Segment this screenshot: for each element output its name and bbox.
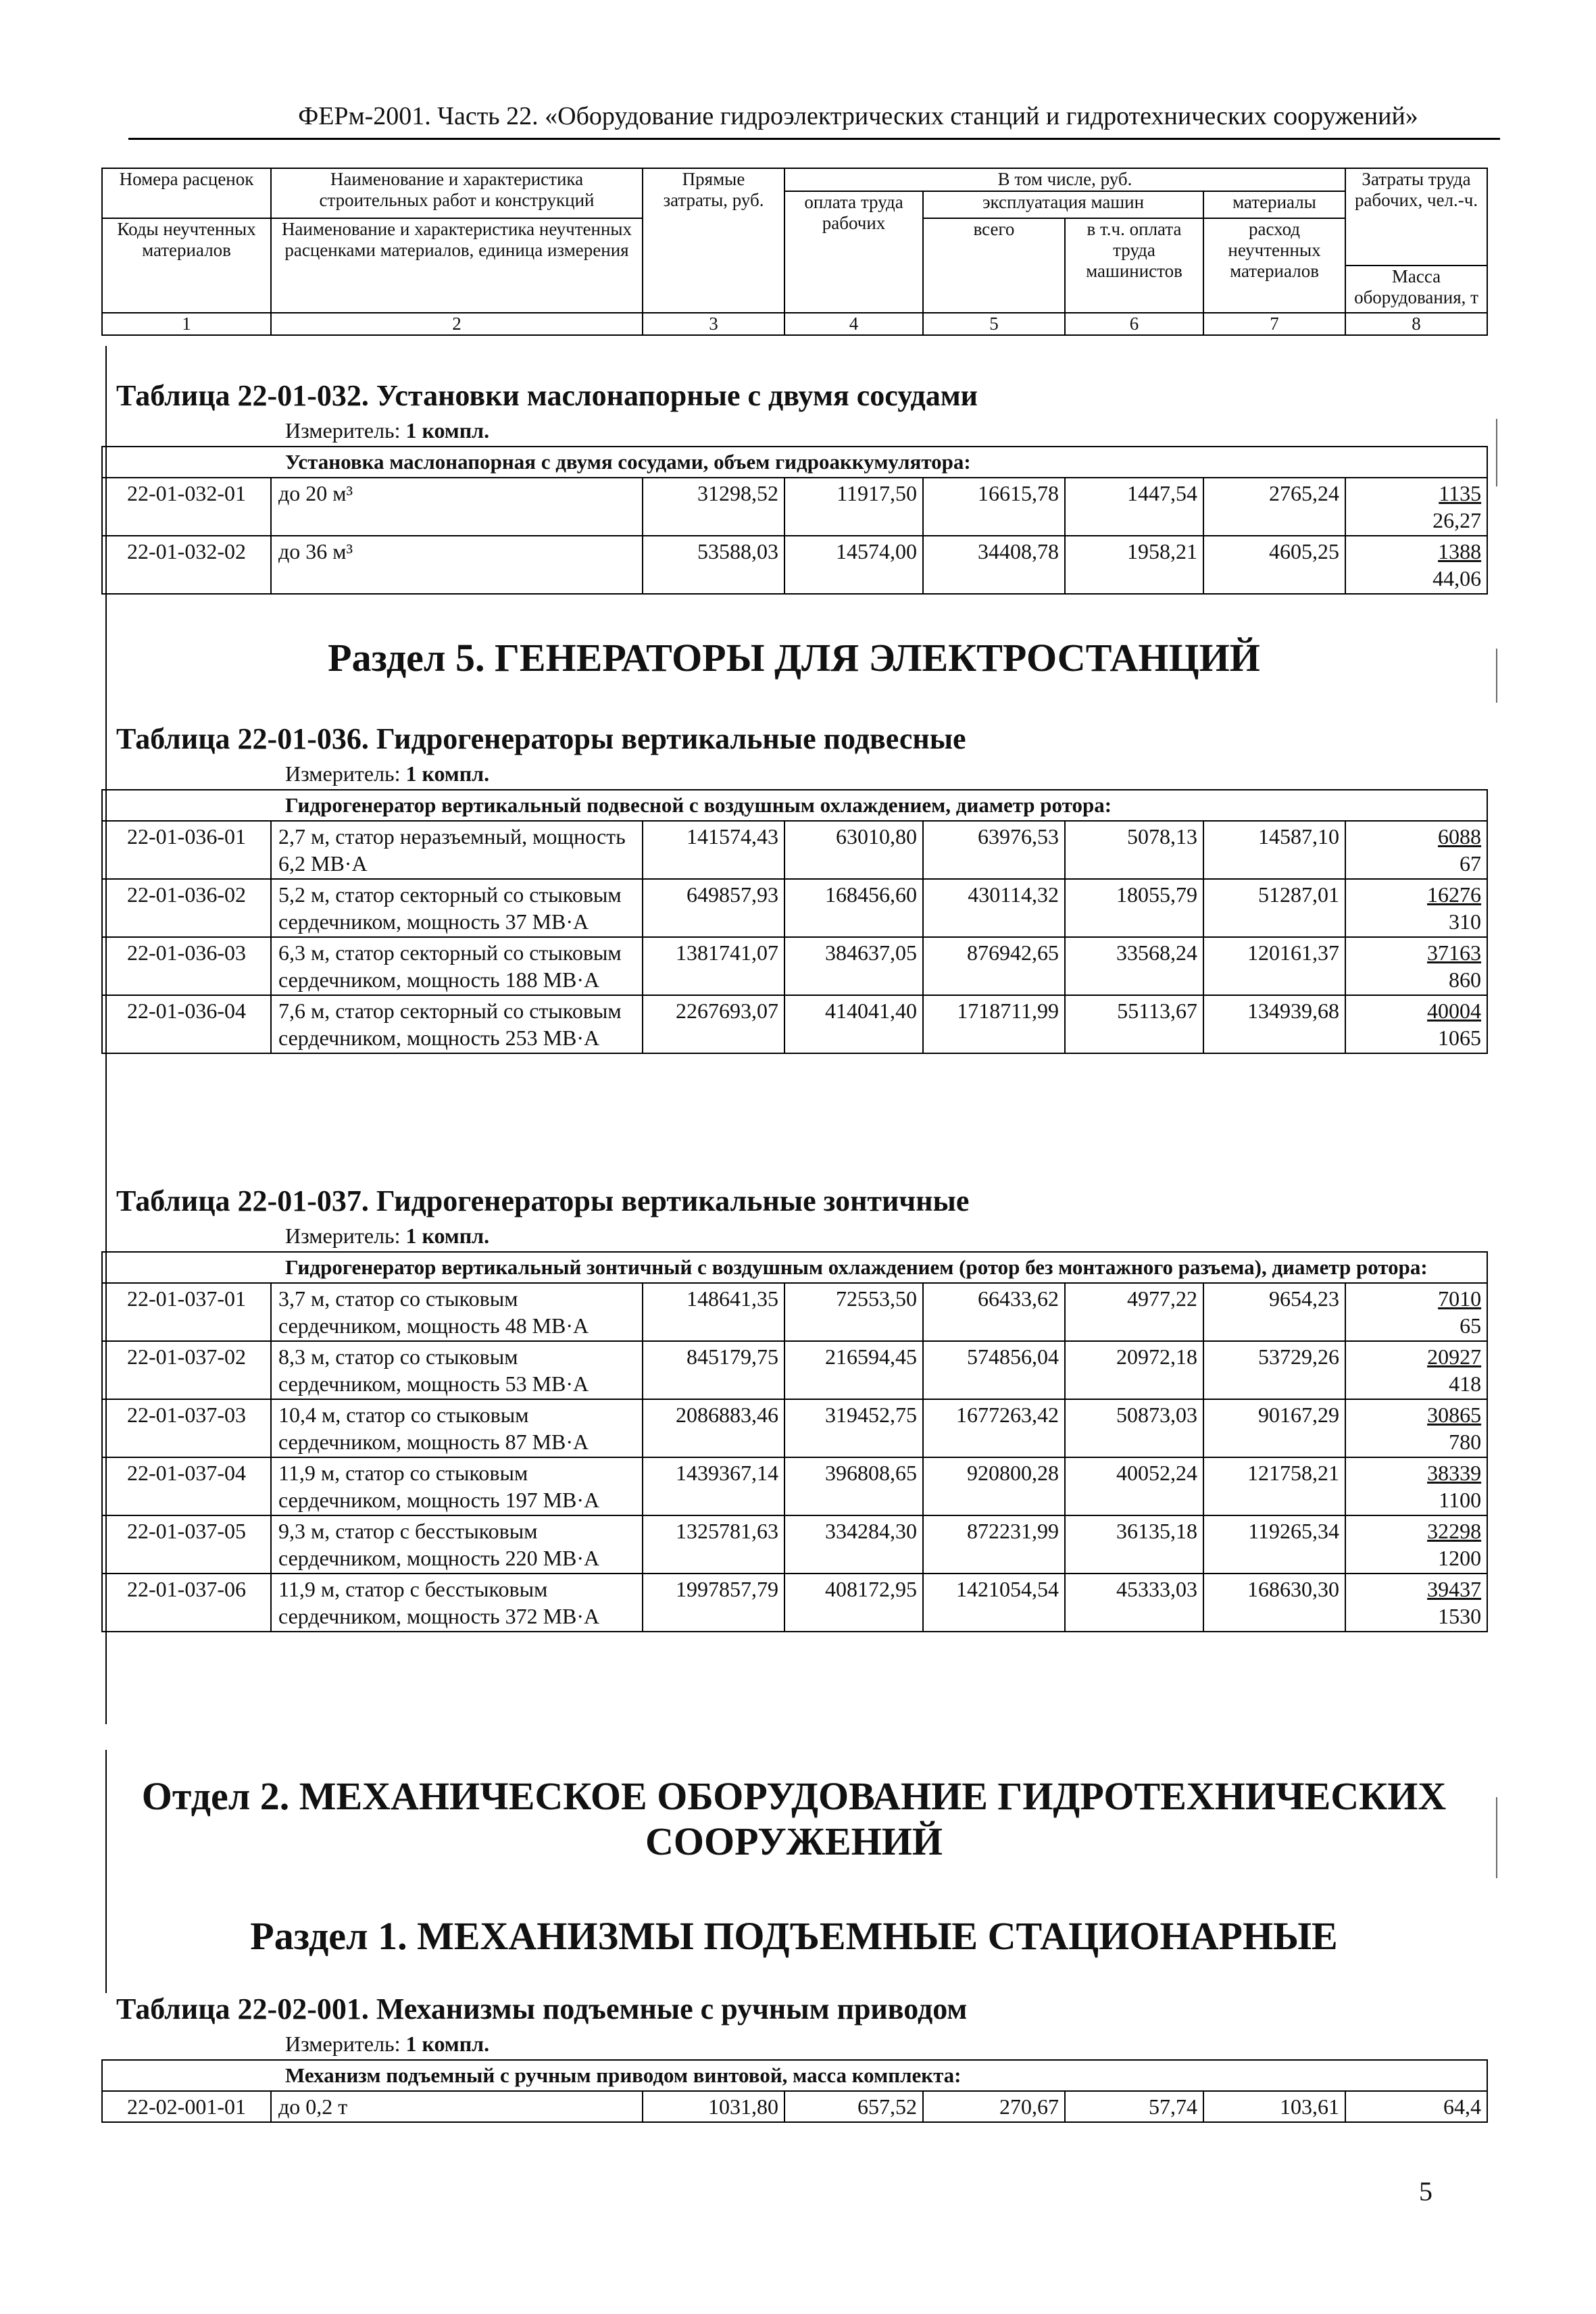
direct-cost: 845179,75 (643, 1341, 784, 1399)
rate-desc: 6,3 м, статор секторный со стыковым сердечником, мощность 188 МВ·А (271, 937, 643, 995)
table-row (102, 1515, 1487, 1574)
direct-cost: 649857,93 (643, 879, 784, 937)
rate-code: 22-01-032-01 (102, 478, 271, 536)
hdr-direct: Прямые затраты, руб. (643, 168, 784, 313)
rate-code: 22-01-032-02 (102, 536, 271, 594)
hdr-colnum: 8 (1345, 313, 1487, 335)
table-row (102, 1457, 1487, 1515)
rates-table (101, 2059, 1488, 2123)
machines-total: 1677263,42 (923, 1399, 1065, 1457)
rates-table (101, 1251, 1488, 1632)
labor-hours: 40004 (1427, 999, 1482, 1023)
hdr-materials-spend: расход неучтенных материалов (1203, 218, 1345, 313)
section-1-title: Раздел 1. МЕХАНИЗМЫ ПОДЪЕМНЫЕ СТАЦИОНАРНЫЕ (250, 1914, 1338, 1958)
rate-code: 22-01-037-06 (102, 1574, 271, 1632)
measure-label: Измеритель: (285, 1224, 401, 1248)
rate-desc: 7,6 м, статор секторный со стыковым сердечником, мощность 253 МВ·А (271, 995, 643, 1053)
direct-cost: 1997857,79 (643, 1574, 784, 1632)
group-heading: Механизм подъемный с ручным приводом винтовой, масса комплекта: (102, 2060, 1487, 2091)
hdr-code-bottom: Коды неучтенных материалов (102, 218, 271, 313)
labor-mass-cell (1345, 1399, 1487, 1457)
labor-mass-cell (1345, 879, 1487, 937)
machines-total: 876942,65 (923, 937, 1065, 995)
machines-total: 63976,53 (923, 821, 1065, 879)
labor-hours: 30865 (1427, 1403, 1482, 1427)
measure-value: 1 компл. (405, 2032, 490, 2056)
machinist-pay: 45333,03 (1065, 1574, 1203, 1632)
labor-pay: 63010,80 (784, 821, 923, 879)
labor-pay: 319452,75 (784, 1399, 923, 1457)
hdr-total: всего (923, 218, 1065, 313)
machinist-pay: 36135,18 (1065, 1515, 1203, 1574)
direct-cost: 53588,03 (643, 536, 784, 594)
materials-cost: 51287,01 (1203, 879, 1345, 937)
materials-cost: 53729,26 (1203, 1341, 1345, 1399)
table-22-01-036 (101, 722, 1487, 1054)
rate-code: 22-01-037-03 (102, 1399, 271, 1457)
direct-cost: 31298,52 (643, 478, 784, 536)
equipment-mass: 780 (1449, 1430, 1482, 1454)
rate-desc: 2,7 м, статор неразъемный, мощность 6,2 МВ·А (271, 821, 643, 879)
labor-mass-cell (1345, 1515, 1487, 1574)
machinist-pay: 4977,22 (1065, 1283, 1203, 1341)
rate-desc: 9,3 м, статор с бесстыковым сердечником, мощность 220 МВ·А (271, 1515, 643, 1574)
labor-pay: 384637,05 (784, 937, 923, 995)
labor-hours: 1388 (1438, 539, 1482, 563)
labor-mass-cell (1345, 1283, 1487, 1341)
hdr-machine-op: эксплуатация машин (923, 191, 1203, 218)
table-row (102, 536, 1487, 594)
machines-total: 430114,32 (923, 879, 1065, 937)
labor-mass-cell (1345, 1457, 1487, 1515)
machinist-pay: 33568,24 (1065, 937, 1203, 995)
rate-desc: 11,9 м, статор со стыковым сердечником, мощность 197 МВ·А (271, 1457, 643, 1515)
measure-label: Измеритель: (285, 2032, 401, 2056)
labor-pay: 396808,65 (784, 1457, 923, 1515)
equipment-mass: 44,06 (1432, 566, 1482, 590)
header-rule (128, 138, 1500, 140)
table-row (102, 1283, 1487, 1341)
direct-cost: 2267693,07 (643, 995, 784, 1053)
materials-cost: 120161,37 (1203, 937, 1345, 995)
labor-pay: 168456,60 (784, 879, 923, 937)
hdr-colnum: 4 (784, 313, 923, 335)
hdr-incl: В том числе, руб. (784, 168, 1345, 191)
machinist-pay: 18055,79 (1065, 879, 1203, 937)
labor-mass-cell (1345, 821, 1487, 879)
measure-value: 1 компл. (405, 1224, 490, 1248)
labor-pay: 11917,50 (784, 478, 923, 536)
hdr-name: Наименование и характеристика строительных работ и конструкций (271, 168, 643, 218)
materials-cost: 134939,68 (1203, 995, 1345, 1053)
scan-mark (1496, 649, 1497, 703)
rate-desc: до 36 м³ (271, 536, 643, 594)
materials-cost: 103,61 (1203, 2091, 1345, 2122)
materials-cost: 168630,30 (1203, 1574, 1345, 1632)
table-22-02-001 (101, 1992, 1487, 2123)
labor-hours: 38339 (1427, 1461, 1482, 1485)
rates-table (101, 446, 1488, 595)
table-row (102, 937, 1487, 995)
rate-desc: до 0,2 т (271, 2091, 643, 2122)
hdr-code: Номера расценок (102, 168, 271, 218)
table-title: Таблица 22-01-032. Установки маслонапорные с двумя сосудами (116, 379, 978, 412)
table-title: Таблица 22-01-036. Гидрогенераторы вертикальные подвесные (116, 722, 966, 755)
machinist-pay: 57,74 (1065, 2091, 1203, 2122)
machines-total: 34408,78 (923, 536, 1065, 594)
materials-cost: 2765,24 (1203, 478, 1345, 536)
materials-cost: 121758,21 (1203, 1457, 1345, 1515)
rate-desc: 8,3 м, статор со стыковым сердечником, мощность 53 МВ·А (271, 1341, 643, 1399)
hdr-colnum: 6 (1065, 313, 1203, 335)
table-row (102, 1341, 1487, 1399)
section-5-title: Раздел 5. ГЕНЕРАТОРЫ ДЛЯ ЭЛЕКТРОСТАНЦИЙ (328, 636, 1260, 680)
group-heading: Установка маслонапорная с двумя сосудами, объем гидроаккумулятора: (102, 447, 1487, 478)
machines-total: 1718711,99 (923, 995, 1065, 1053)
machines-total: 16615,78 (923, 478, 1065, 536)
labor-pay: 14574,00 (784, 536, 923, 594)
measure-line (285, 418, 1487, 443)
measure-line (285, 2032, 1487, 2057)
measure-line (285, 1224, 1487, 1249)
labor-mass-cell (1345, 536, 1487, 594)
running-header: ФЕРм-2001. Часть 22. «Оборудование гидроэлектрических станций и гидротехнических сооружений» (298, 102, 1418, 130)
labor-mass-cell (1345, 1574, 1487, 1632)
hdr-colnum: 7 (1203, 313, 1345, 335)
equipment-mass: 860 (1449, 967, 1482, 992)
direct-cost: 1325781,63 (643, 1515, 784, 1574)
hdr-colnum: 5 (923, 313, 1065, 335)
table-row (102, 478, 1487, 536)
direct-cost: 1439367,14 (643, 1457, 784, 1515)
equipment-mass: 1530 (1438, 1604, 1482, 1628)
measure-value: 1 компл. (405, 761, 490, 786)
rate-code: 22-02-001-01 (102, 2091, 271, 2122)
hdr-equip-mass: Масса оборудования, т (1345, 266, 1487, 313)
direct-cost: 141574,43 (643, 821, 784, 879)
labor-hours: 1135 (1439, 481, 1482, 505)
materials-cost: 90167,29 (1203, 1399, 1345, 1457)
labor-pay: 408172,95 (784, 1574, 923, 1632)
table-row (102, 879, 1487, 937)
rate-code: 22-01-036-04 (102, 995, 271, 1053)
equipment-mass: 1200 (1438, 1546, 1482, 1570)
direct-cost: 148641,35 (643, 1283, 784, 1341)
machinist-pay: 40052,24 (1065, 1457, 1203, 1515)
rate-code: 22-01-037-02 (102, 1341, 271, 1399)
machines-total: 574856,04 (923, 1341, 1065, 1399)
direct-cost: 1381741,07 (643, 937, 784, 995)
materials-cost: 4605,25 (1203, 536, 1345, 594)
equipment-mass: 310 (1449, 909, 1482, 934)
labor-hours: 7010 (1438, 1286, 1482, 1311)
rate-code: 22-01-036-03 (102, 937, 271, 995)
rate-desc: 3,7 м, статор со стыковым сердечником, мощность 48 МВ·А (271, 1283, 643, 1341)
labor-hours: 6088 (1438, 824, 1482, 849)
labor-mass-cell (1345, 995, 1487, 1053)
rate-desc: 11,9 м, статор с бесстыковым сердечником, мощность 372 МВ·А (271, 1574, 643, 1632)
measure-label: Измеритель: (285, 418, 401, 443)
hdr-colnum: 3 (643, 313, 784, 335)
table-row (102, 1399, 1487, 1457)
labor-pay: 72553,50 (784, 1283, 923, 1341)
machinist-pay: 20972,18 (1065, 1341, 1203, 1399)
materials-cost: 119265,34 (1203, 1515, 1345, 1574)
table-22-01-037 (101, 1184, 1487, 1632)
labor-hours: 37163 (1427, 940, 1482, 965)
rate-code: 22-01-037-04 (102, 1457, 271, 1515)
machinist-pay: 50873,03 (1065, 1399, 1203, 1457)
labor-pay: 657,52 (784, 2091, 923, 2122)
department-2-title (101, 1774, 1487, 1864)
table-title: Таблица 22-01-037. Гидрогенераторы вертикальные зонтичные (116, 1184, 970, 1217)
equipment-mass: 1065 (1438, 1026, 1482, 1050)
group-heading: Гидрогенератор вертикальный зонтичный с воздушным охлаждением (ротор без монтажного разъема), диаметр ротора: (102, 1252, 1487, 1283)
scan-mark (1496, 1797, 1497, 1878)
hdr-labor-cost: Затраты труда рабочих, чел.-ч. (1345, 168, 1487, 266)
labor-pay: 414041,40 (784, 995, 923, 1053)
machinist-pay: 1958,21 (1065, 536, 1203, 594)
rate-code: 22-01-036-01 (102, 821, 271, 879)
direct-cost: 2086883,46 (643, 1399, 784, 1457)
measure-line (285, 761, 1487, 786)
machines-total: 872231,99 (923, 1515, 1065, 1574)
department-2-line2: СООРУЖЕНИЙ (645, 1819, 943, 1863)
scan-mark (1496, 419, 1497, 486)
table-row (102, 821, 1487, 879)
hdr-name-bottom: Наименование и характеристика неучтенных расценками материалов, единица измерения (271, 218, 643, 313)
page-number: 5 (1419, 2176, 1432, 2207)
labor-mass-cell (1345, 1341, 1487, 1399)
labor-hours: 16276 (1427, 882, 1482, 907)
direct-cost: 1031,80 (643, 2091, 784, 2122)
machinist-pay: 1447,54 (1065, 478, 1203, 536)
labor-pay: 334284,30 (784, 1515, 923, 1574)
machines-total: 66433,62 (923, 1283, 1065, 1341)
labor-hours: 32298 (1427, 1519, 1482, 1543)
machines-total: 1421054,54 (923, 1574, 1065, 1632)
equipment-mass: 418 (1449, 1372, 1482, 1396)
machinist-pay: 5078,13 (1065, 821, 1203, 879)
rate-desc: 10,4 м, статор со стыковым сердечником, мощность 87 МВ·А (271, 1399, 643, 1457)
hdr-labor-pay: оплата труда рабочих (784, 191, 923, 313)
table-row (102, 995, 1487, 1053)
materials-cost: 9654,23 (1203, 1283, 1345, 1341)
column-header-table (101, 168, 1488, 336)
machines-total: 270,67 (923, 2091, 1065, 2122)
measure-value: 1 компл. (405, 418, 490, 443)
hdr-colnum: 1 (102, 313, 271, 335)
group-heading: Гидрогенератор вертикальный подвесной с воздушным охлаждением, диаметр ротора: (102, 790, 1487, 821)
rate-code: 22-01-037-01 (102, 1283, 271, 1341)
rate-desc: до 20 м³ (271, 478, 643, 536)
rate-code: 22-01-037-05 (102, 1515, 271, 1574)
measure-label: Измеритель: (285, 761, 401, 786)
hdr-machinist: в т.ч. оплата труда машинистов (1065, 218, 1203, 313)
machines-total: 920800,28 (923, 1457, 1065, 1515)
hdr-materials: материалы (1203, 191, 1345, 218)
equipment-mass: 26,27 (1432, 508, 1482, 532)
labor-pay: 216594,45 (784, 1341, 923, 1399)
rate-code: 22-01-036-02 (102, 879, 271, 937)
table-row (102, 2091, 1487, 2122)
hdr-colnum: 2 (271, 313, 643, 335)
equipment-mass: 67 (1460, 851, 1482, 876)
table-22-01-032 (101, 378, 1487, 595)
materials-cost: 14587,10 (1203, 821, 1345, 879)
equipment-mass: 65 (1460, 1313, 1482, 1338)
rates-table (101, 789, 1488, 1054)
department-2-line1: Отдел 2. МЕХАНИЧЕСКОЕ ОБОРУДОВАНИЕ ГИДРОТЕХНИЧЕСКИХ (141, 1774, 1447, 1818)
labor-mass-cell (1345, 937, 1487, 995)
table-title: Таблица 22-02-001. Механизмы подъемные с ручным приводом (116, 1992, 968, 2026)
machinist-pay: 55113,67 (1065, 995, 1203, 1053)
labor-hours: 64,4 (1345, 2091, 1487, 2122)
equipment-mass: 1100 (1439, 1488, 1482, 1512)
table-row (102, 1574, 1487, 1632)
rate-desc: 5,2 м, статор секторный со стыковым сердечником, мощность 37 МВ·А (271, 879, 643, 937)
labor-mass-cell (1345, 478, 1487, 536)
labor-hours: 20927 (1427, 1344, 1482, 1369)
labor-hours: 39437 (1427, 1577, 1482, 1601)
